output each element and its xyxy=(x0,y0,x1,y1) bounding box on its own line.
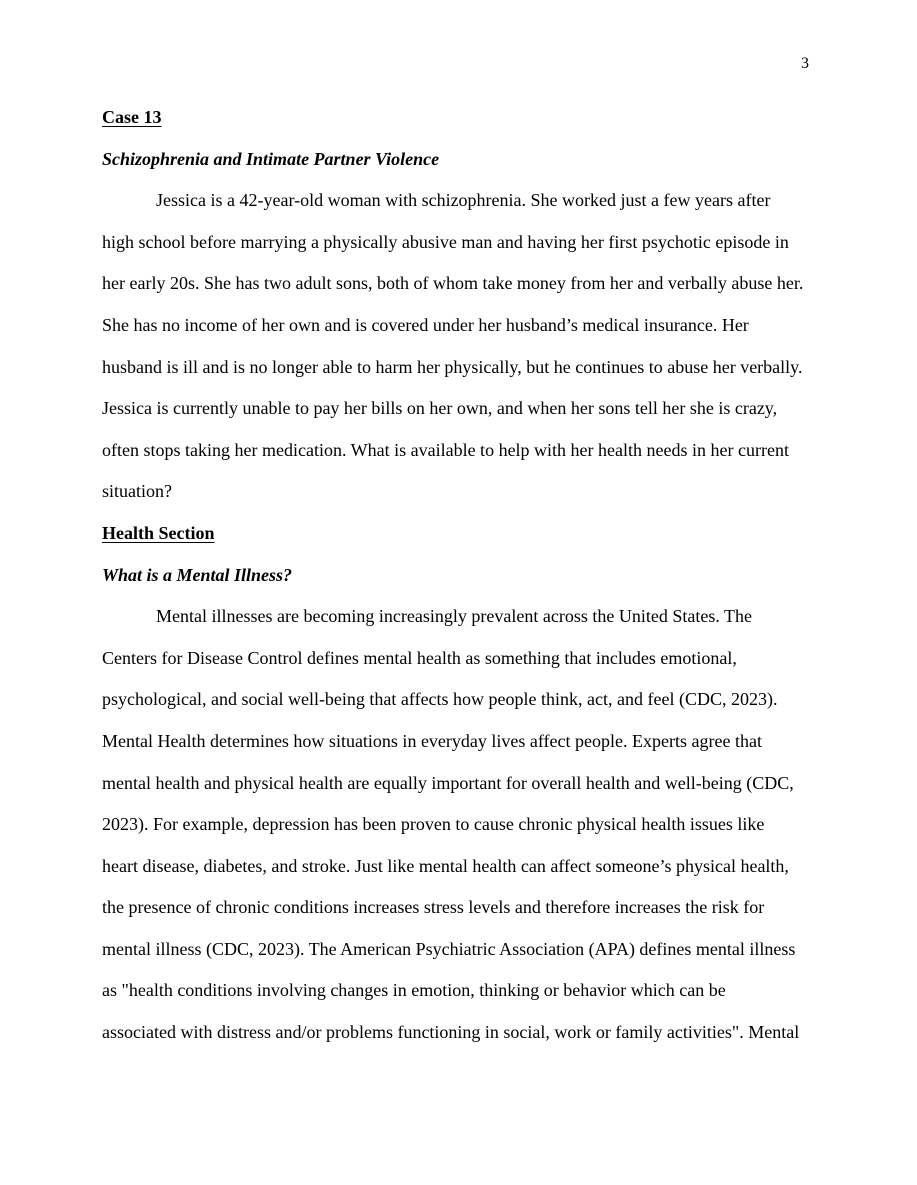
paragraph-line: psychological, and social well-being that affects how people think, act, and feel (CDC, 2023). xyxy=(102,689,778,710)
health-heading: Health Section xyxy=(102,522,215,543)
paragraph-line: She has no income of her own and is covered under her husband’s medical insurance. Her xyxy=(102,314,749,335)
health-subheading: What is a Mental Illness? xyxy=(102,564,293,585)
case-heading: Case 13 xyxy=(102,107,162,127)
paragraph-line: mental health and physical health are equally important for overall health and well-being (CDC, xyxy=(102,772,794,793)
paragraph-line: Mental illnesses are becoming increasingly prevalent across the United States. The xyxy=(156,606,752,627)
page-number: 3 xyxy=(801,55,809,72)
paragraph-line: situation? xyxy=(102,481,172,502)
case-paragraph xyxy=(102,180,810,513)
paragraph-line: associated with distress and/or problems functioning in social, work or family activities". Mental xyxy=(102,1022,800,1043)
paragraph-line: high school before marrying a physically abusive man and having her first psychotic episode in xyxy=(102,231,789,252)
paragraph-line: 2023). For example, depression has been proven to cause chronic physical health issues like xyxy=(102,814,765,835)
paragraph-line: Mental Health determines how situations in everyday lives affect people. Experts agree that xyxy=(102,730,762,751)
paragraph-line: mental illness (CDC, 2023). The American Psychiatric Association (APA) defines mental illness xyxy=(102,938,796,959)
page-content xyxy=(102,97,810,1054)
paragraph-line: Jessica is a 42-year-old woman with schizophrenia. She worked just a few years after xyxy=(156,190,771,211)
paragraph-line: as "health conditions involving changes in emotion, thinking or behavior which can be xyxy=(102,980,726,1001)
paragraph-line: Jessica is currently unable to pay her bills on her own, and when her sons tell her she is crazy, xyxy=(102,398,778,419)
health-paragraph xyxy=(102,596,810,1054)
case-subheading: Schizophrenia and Intimate Partner Violence xyxy=(102,148,440,169)
paragraph-line: the presence of chronic conditions increases stress levels and therefore increases the risk for xyxy=(102,897,765,918)
paragraph-line: husband is ill and is no longer able to harm her physically, but he continues to abuse her verbally. xyxy=(102,356,803,377)
paragraph-line: heart disease, diabetes, and stroke. Just like mental health can affect someone’s physical health, xyxy=(102,855,789,876)
paragraph-line: Centers for Disease Control defines mental health as something that includes emotional, xyxy=(102,647,737,668)
paragraph-line: often stops taking her medication. What is available to help with her health needs in her current xyxy=(102,439,789,460)
paragraph-line: her early 20s. She has two adult sons, both of whom take money from her and verbally abuse her. xyxy=(102,273,804,294)
